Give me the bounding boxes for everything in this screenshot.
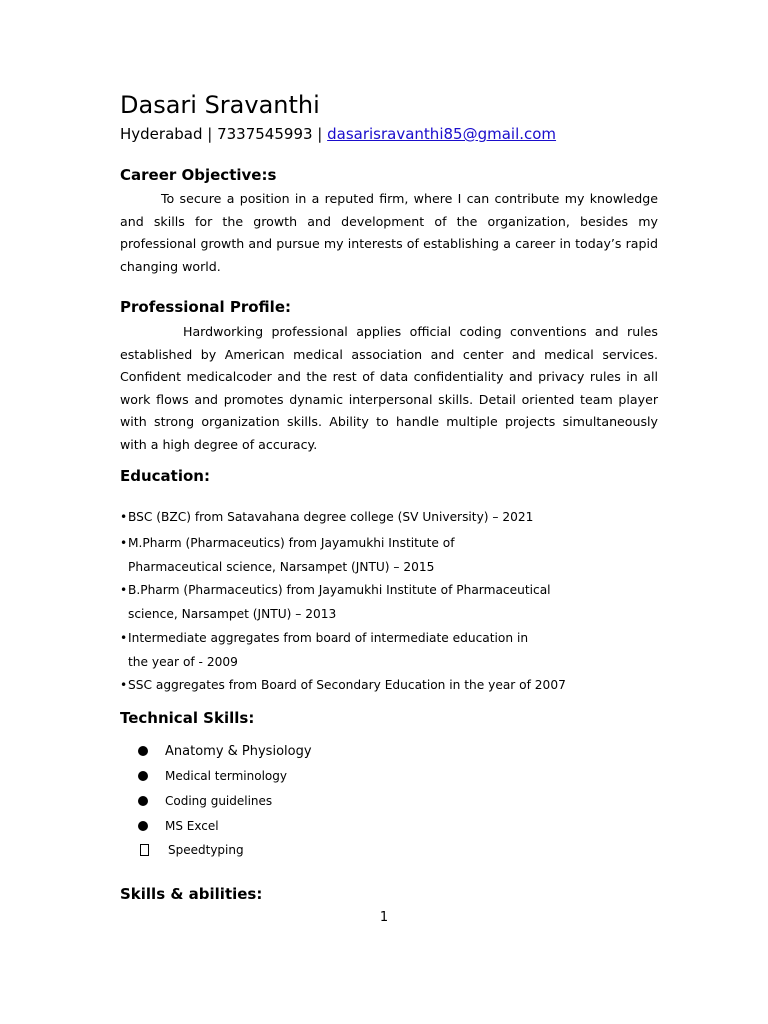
skill-label: Coding guidelines	[165, 794, 273, 808]
education-item	[120, 627, 660, 674]
skill-item	[138, 818, 219, 834]
skill-label: MS Excel	[165, 819, 219, 833]
education-item-line1: B.Pharm (Pharmaceutics) from Jayamukhi Institute of Pharmaceutical	[128, 583, 551, 597]
skills-abilities-heading: Skills & abilities:	[120, 885, 263, 903]
skill-item	[138, 842, 244, 858]
education-item	[120, 506, 660, 530]
education-heading: Education:	[120, 467, 210, 485]
bullet-glyph: •	[120, 510, 128, 524]
bullet-glyph: •	[120, 678, 128, 692]
skill-item	[138, 744, 312, 760]
bullet-dot-icon	[138, 821, 148, 831]
professional-profile-text: Hardworking professional applies official coding conventions and rules established by American medical association and center and medical services. Confident medicalcoder and the rest of data confidentiality and privacy rules in all work flows and promotes dynamic interpersonal skills. Detail oriented team player with strong organization skills. Ability to handle multiple projects simultaneously with a high degree of accuracy.	[120, 324, 658, 452]
education-item-line2: science, Narsampet (JNTU) – 2013	[128, 606, 337, 621]
skill-label: Medical terminology	[165, 769, 287, 783]
technical-skills-heading: Technical Skills:	[120, 709, 255, 727]
education-item	[120, 532, 660, 579]
skill-item	[138, 793, 272, 809]
career-objective-heading: Career Objective:s	[120, 166, 277, 184]
education-item-line1: M.Pharm (Pharmaceutics) from Jayamukhi Institute of	[128, 536, 455, 550]
education-item-line2: Pharmaceutical science, Narsampet (JNTU) – 2015	[128, 559, 435, 574]
candidate-name: Dasari Sravanthi	[120, 91, 320, 119]
bullet-glyph: •	[120, 583, 128, 597]
education-item-line1: Intermediate aggregates from board of intermediate education in	[128, 631, 529, 645]
page-number: 1	[379, 910, 389, 925]
contact-line	[120, 124, 556, 144]
career-objective-text: To secure a position in a reputed firm, where I can contribute my knowledge and skills for the growth and development of the organization, besides my professional growth and pursue my interests of establishing a career in today’s rapid changing world.	[120, 191, 658, 274]
education-item	[120, 579, 660, 626]
location-phone: Hyderabad | 7337545993 |	[120, 125, 328, 143]
skill-label: Speedtyping	[168, 843, 244, 857]
education-item-line2: the year of - 2009	[128, 654, 238, 669]
education-item-line1: SSC aggregates from Board of Secondary Education in the year of 2007	[128, 678, 566, 692]
education-item	[120, 674, 660, 698]
bullet-dot-icon	[138, 771, 148, 781]
skill-item	[138, 768, 287, 784]
missing-glyph-icon	[140, 844, 149, 856]
bullet-dot-icon	[138, 796, 148, 806]
bullet-glyph: •	[120, 631, 128, 645]
bullet-dot-icon	[138, 746, 148, 756]
professional-profile-heading: Professional Profile:	[120, 298, 291, 316]
skill-label: Anatomy & Physiology	[165, 744, 312, 759]
education-item-line1: BSC (BZC) from Satavahana degree college (SV University) – 2021	[128, 510, 534, 524]
email-link[interactable]: dasarisravanthi85@gmail.com	[327, 125, 557, 143]
bullet-glyph: •	[120, 536, 128, 550]
